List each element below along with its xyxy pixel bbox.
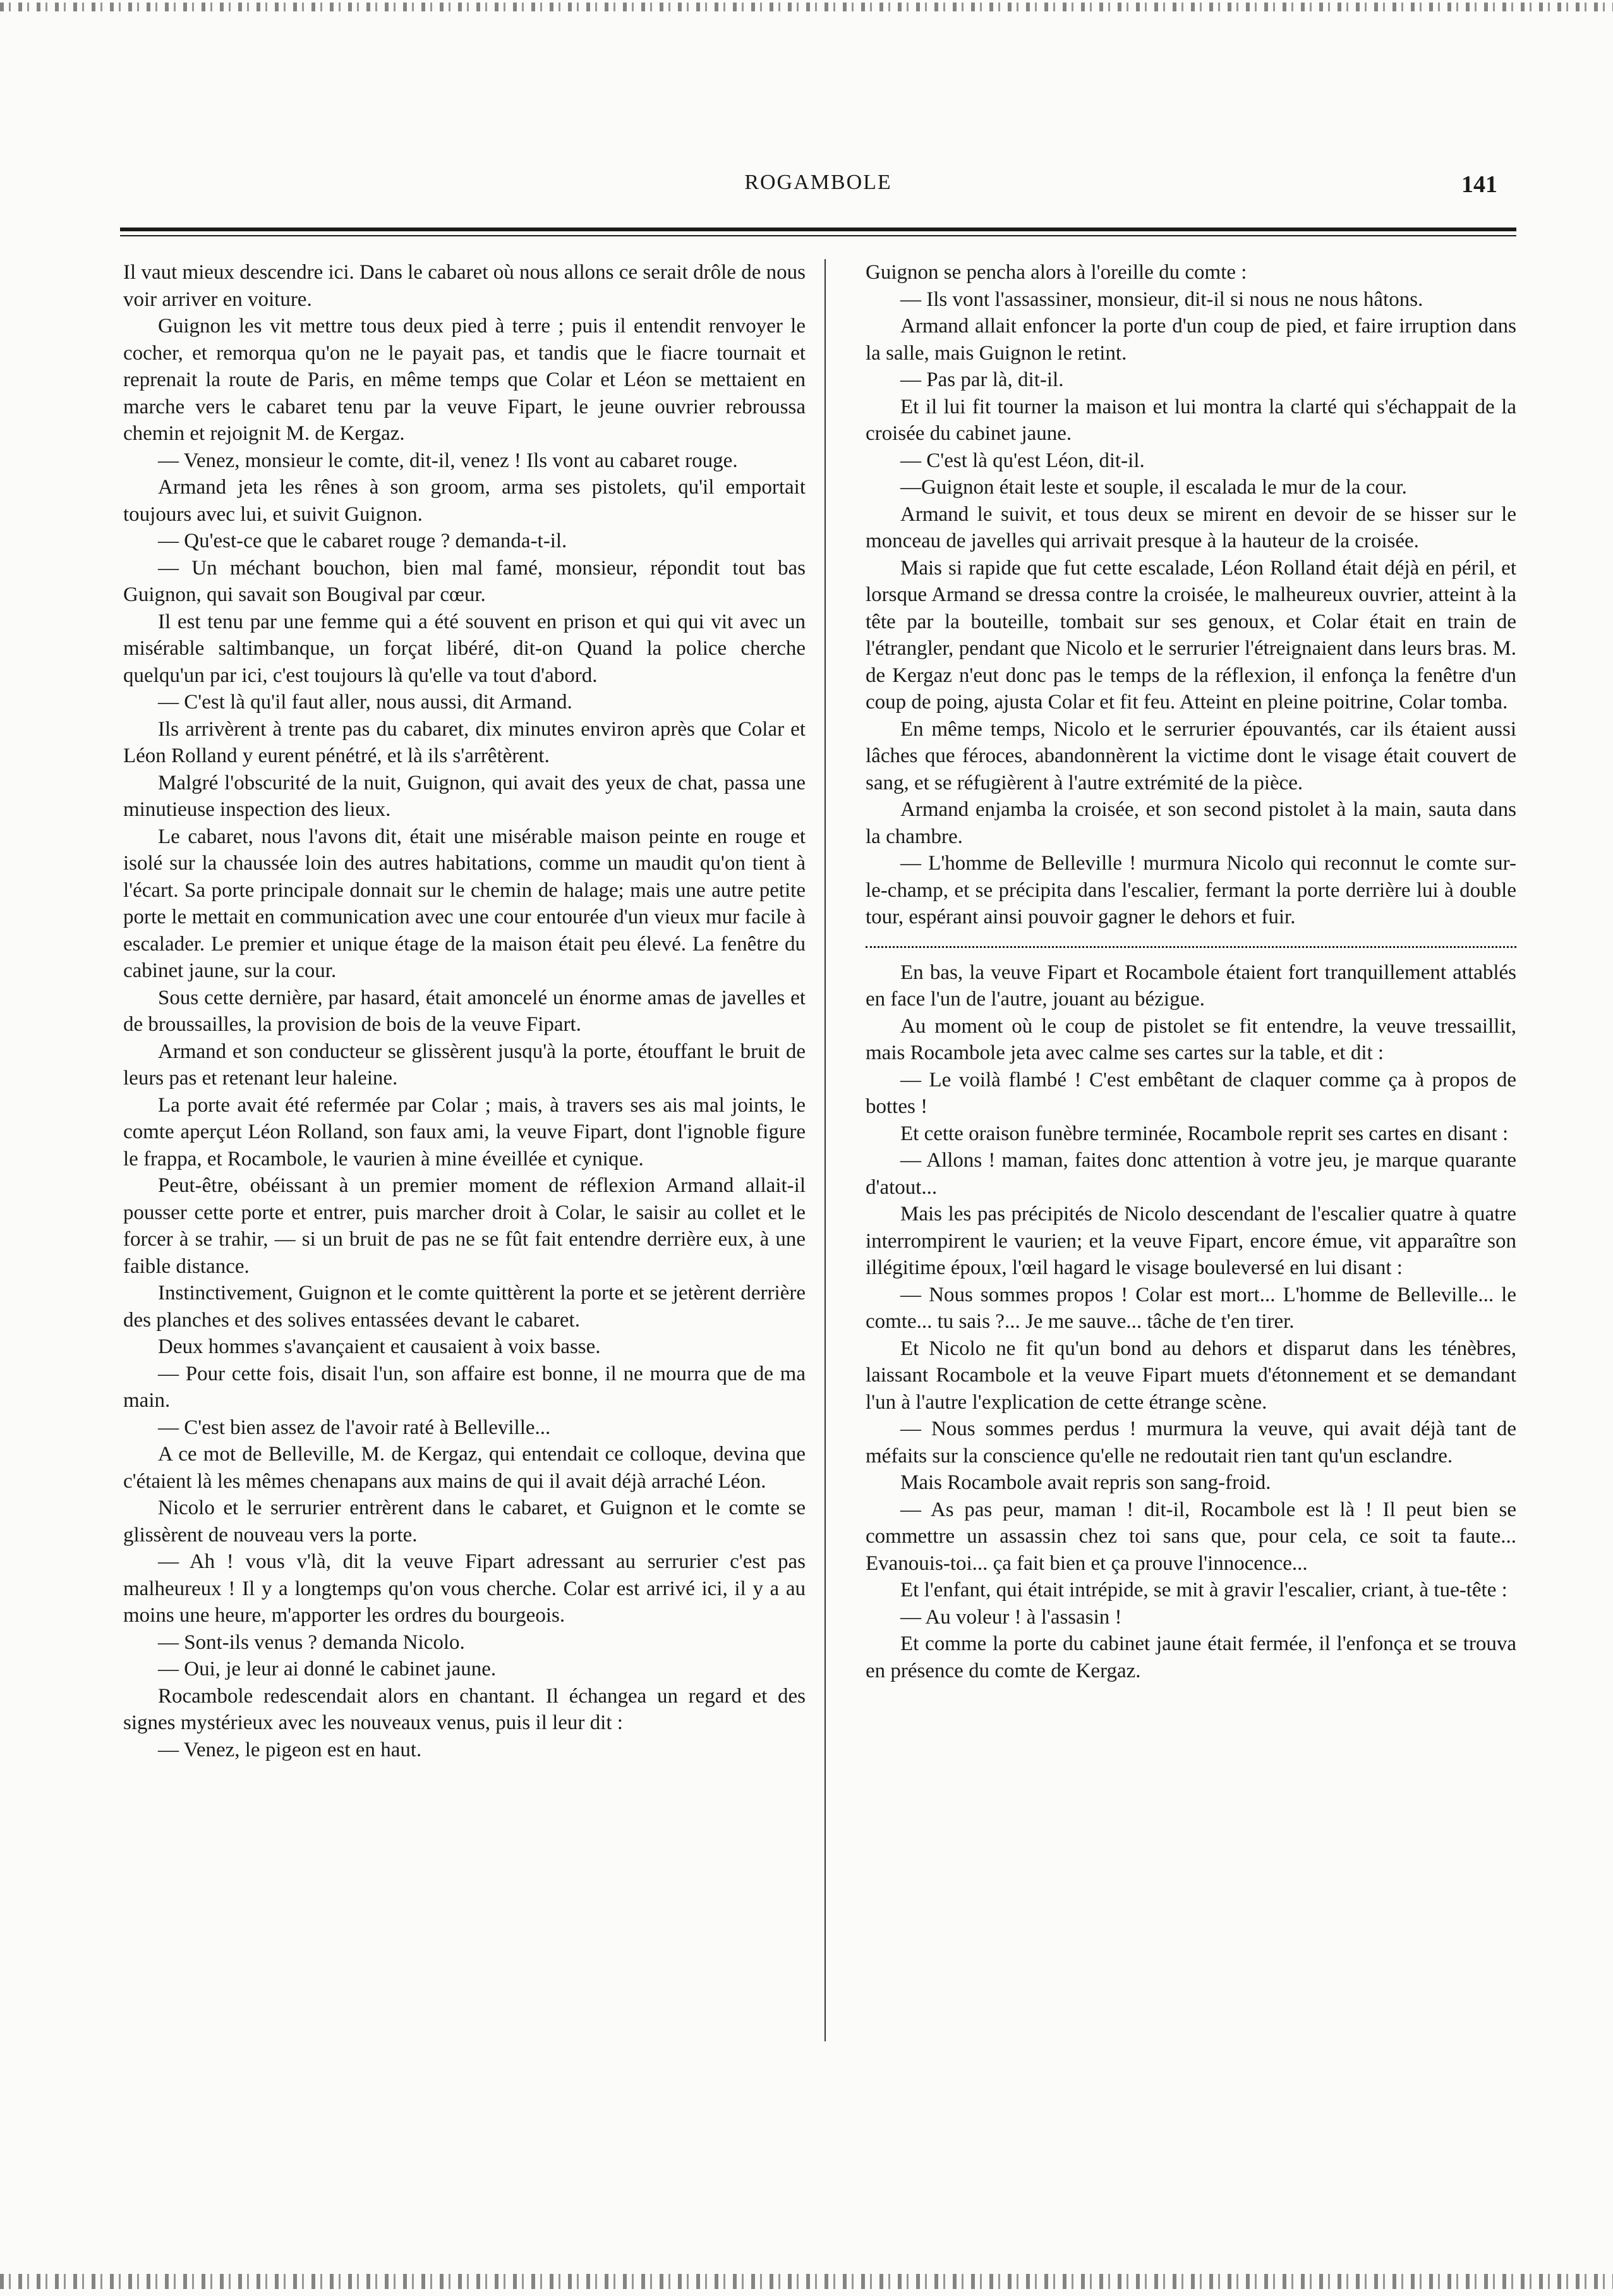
paragraph: Armand jeta les rênes à son groom, arma ses pistolets, qu'il emportait toujours avec lui, et suivit Guignon. bbox=[123, 476, 806, 526]
paragraph: — Ils vont l'assassiner, monsieur, dit-il si nous ne nous hâtons. bbox=[900, 288, 1423, 311]
paragraph: Instinctivement, Guignon et le comte quittèrent la porte et se jetèrent derrière des planches et des solives entassées devant le cabaret. bbox=[123, 1282, 806, 1332]
paragraph: — Pour cette fois, disait l'un, son affaire est bonne, il ne mourra que de ma main. bbox=[123, 1362, 806, 1412]
paragraph: — Oui, je leur ai donné le cabinet jaune. bbox=[158, 1658, 497, 1680]
paragraph: — Un méchant bouchon, bien mal famé, monsieur, répondit tout bas Guignon, qui savait son Bougival par cœur. bbox=[123, 556, 806, 606]
paragraph: Mais si rapide que fut cette escalade, Léon Rolland était déjà en péril, et lorsque Armand se dressa contre la croisée, le malheureux ouvrier, atteint à la tête par la bouteille, tombait sur ses genoux, et Colar était en train de l'étrangler, pendant que Nicolo et le serrurier l'étreignaient dans leurs bras. M. de Kergaz n'eut donc pas le temps de la réflexion, il enfonça la fenêtre d'un coup de poing, ajusta Colar et fit feu. Atteint en pleine poitrine, Colar tomba. bbox=[866, 556, 1516, 714]
paragraph: Armand enjamba la croisée, et son second pistolet à la main, sauta dans la chambre. bbox=[866, 798, 1516, 848]
section-separator-dots bbox=[866, 940, 1516, 948]
paragraph: Mais les pas précipités de Nicolo descendant de l'escalier quatre à quatre interrompirent le vaurien; et la veuve Fipart, encore émue, vit apparaître son illégitime époux, l'œil hagard le visage bouleversé en lui disant : bbox=[866, 1203, 1516, 1279]
paragraph: Et Nicolo ne fit qu'un bond au dehors et disparut dans les ténèbres, laissant Rocambole et la veuve Fipart muets d'étonnement et se demandant l'un à l'autre l'explication de cette étrange scène. bbox=[866, 1337, 1516, 1414]
right-column bbox=[866, 259, 1516, 1684]
paragraph: Mais Rocambole avait repris son sang-froid. bbox=[900, 1471, 1271, 1494]
paragraph: Armand le suivit, et tous deux se mirent en devoir de se hisser sur le monceau de javelles qui arrivait presque à la hauteur de la croisée. bbox=[866, 502, 1516, 552]
scan-noise-bottom bbox=[0, 2274, 1613, 2289]
paragraph: Guignon les vit mettre tous deux pied à terre ; puis il entendit renvoyer le cocher, et remorqua qu'on ne le payait pas, et tandis que le fiacre tournait et reprenait la route de Paris, en même temps que Colar et Léon se mettaient en marche vers le cabaret tenu par la veuve Fipart, le jeune ouvrier rebroussa chemin et rejoignit M. de Kergaz. bbox=[123, 315, 806, 445]
paragraph: — Nous sommes propos ! Colar est mort... L'homme de Belleville... le comte... tu sais ?... Je me sauve... tâche de t'en tirer. bbox=[866, 1283, 1516, 1333]
header-rule bbox=[120, 228, 1516, 231]
paragraph: En bas, la veuve Fipart et Rocambole étaient fort tranquillement attablés en face l'un de l'autre, jouant au bézigue. bbox=[866, 961, 1516, 1011]
paragraph: — Ah ! vous v'là, dit la veuve Fipart adressant au serrurier c'est pas malheureux ! Il y a longtemps qu'on vous cherche. Colar est arrivé ici, il y a au moins une heure, m'apporter les ordres du bourgeois. bbox=[123, 1550, 806, 1627]
paragraph: Au moment où le coup de pistolet se fit entendre, la veuve tressaillit, mais Rocambole jeta avec calme ses cartes sur la table, et dit : bbox=[866, 1014, 1516, 1064]
paragraph: Et il lui fit tourner la maison et lui montra la clarté qui s'échappait de la croisée du cabinet jaune. bbox=[866, 395, 1516, 445]
paragraph: Rocambole redescendait alors en chantant. Il échangea un regard et des signes mystérieux avec les nouveaux venus, puis il leur dit : bbox=[123, 1684, 806, 1734]
paragraph: Deux hommes s'avançaient et causaient à voix basse. bbox=[158, 1335, 601, 1358]
paragraph: — C'est là qu'il faut aller, nous aussi, dit Armand. bbox=[158, 691, 572, 714]
paragraph: — Pas par là, dit-il. bbox=[900, 368, 1064, 391]
running-head: ROGAMBOLE bbox=[744, 171, 892, 194]
paragraph: — C'est bien assez de l'avoir raté à Belleville... bbox=[158, 1416, 551, 1439]
paragraph: — As pas peur, maman ! dit-il, Rocambole est là ! Il peut bien se commettre un assassin chez toi sans que, pour cela, ce soit ta faute... Evanouis-toi... ça fait bien et ça prouve l'innocence... bbox=[866, 1498, 1516, 1575]
paragraph: Armand et son conducteur se glissèrent jusqu'à la porte, étouffant le bruit de leurs pas et retenant leur haleine. bbox=[123, 1040, 806, 1090]
page-number: 141 bbox=[1461, 171, 1497, 198]
column-divider bbox=[825, 259, 826, 2041]
paragraph: — Qu'est-ce que le cabaret rouge ? demanda-t-il. bbox=[158, 530, 567, 552]
paragraph: Il vaut mieux descendre ici. Dans le cabaret où nous allons ce serait drôle de nous voir arriver en voiture. bbox=[123, 261, 806, 311]
paragraph: Et cette oraison funèbre terminée, Rocambole reprit ses cartes en disant : bbox=[900, 1122, 1509, 1145]
paragraph: — Allons ! maman, faites donc attention à votre jeu, je marque quarante d'atout... bbox=[866, 1149, 1516, 1199]
paragraph: En même temps, Nicolo et le serrurier épouvantés, car ils étaient aussi lâches que féroces, abandonnèrent la victime dont le visage était couvert de sang, et se réfugièrent à l'autre extrémité de la pièce. bbox=[866, 717, 1516, 794]
paragraph: Malgré l'obscurité de la nuit, Guignon, qui avait des yeux de chat, passa une minutieuse inspection des lieux. bbox=[123, 771, 806, 821]
paragraph: — Au voleur ! à l'assasin ! bbox=[900, 1605, 1122, 1629]
paragraph: — C'est là qu'est Léon, dit-il. bbox=[900, 449, 1145, 472]
scan-noise-top bbox=[0, 3, 1613, 11]
paragraph: — Sont-ils venus ? demanda Nicolo. bbox=[158, 1631, 465, 1654]
paragraph: Peut-être, obéissant à un premier moment de réflexion Armand allait-il pousser cette porte et entrer, puis marcher droit à Colar, le saisir au collet et le forcer à se trahir, — si un bruit de pas ne se fût fait entendre derrière eux, à une faible distance. bbox=[123, 1174, 806, 1278]
paragraph: La porte avait été refermée par Colar ; mais, à travers ses ais mal joints, le comte aperçut Léon Rolland, son faux ami, la veuve Fipart, dont l'ignoble figure le frappa, et Rocambole, le vaurien à mine éveillée et cynique. bbox=[123, 1093, 806, 1170]
paragraph: Et comme la porte du cabinet jaune était fermée, il l'enfonça et se trouva en présence du comte de Kergaz. bbox=[866, 1632, 1516, 1682]
paragraph: —Guignon était leste et souple, il escalada le mur de la cour. bbox=[900, 476, 1407, 499]
paragraph: Ils arrivèrent à trente pas du cabaret, dix minutes environ après que Colar et Léon Rolland y eurent pénétré, et là ils s'arrêtèrent. bbox=[123, 717, 806, 767]
paragraph: A ce mot de Belleville, M. de Kergaz, qui entendait ce colloque, devina que c'étaient là les mêmes chenapans aux mains de qui il avait déjà arraché Léon. bbox=[123, 1443, 806, 1493]
header-rule-thin bbox=[120, 235, 1516, 236]
paragraph: Le cabaret, nous l'avons dit, était une misérable maison peinte en rouge et isolé sur la chaussée loin des autres habitations, comme un maudit qu'on tient à l'écart. Sa porte principale donnait sur le chemin de halage; mais une autre petite porte le mettait en communication avec une cour entourée d'un vieux mur facile à escalader. Le premier et unique étage de la maison était peu élevé. La fenêtre du cabinet jaune, sur la cour. bbox=[123, 825, 806, 982]
paragraph: — Venez, monsieur le comte, dit-il, venez ! Ils vont au cabaret rouge. bbox=[158, 449, 738, 472]
paragraph: Et l'enfant, qui était intrépide, se mit à gravir l'escalier, criant, à tue-tête : bbox=[900, 1579, 1507, 1601]
page-header bbox=[120, 166, 1516, 203]
paragraph: — Venez, le pigeon est en haut. bbox=[158, 1738, 422, 1761]
left-column bbox=[123, 259, 806, 1763]
paragraph: Sous cette dernière, par hasard, était amoncelé un énorme amas de javelles et de broussailles, la provision de bois de la veuve Fipart. bbox=[123, 986, 806, 1036]
paragraph: — Nous sommes perdus ! murmura la veuve, qui avait déjà tant de méfaits sur la conscience qu'elle ne redoutait rien tant qu'un esclandre. bbox=[866, 1418, 1516, 1467]
paragraph: — L'homme de Belleville ! murmura Nicolo qui reconnut le comte sur-le-champ, et se précipita dans l'escalier, fermant la porte derrière lui à double tour, espérant ainsi pouvoir gagner le dehors et fuir. bbox=[866, 852, 1516, 928]
paragraph: Guignon se pencha alors à l'oreille du comte : bbox=[866, 261, 1247, 284]
paragraph: Il est tenu par une femme qui a été souvent en prison et qui qui vit avec un misérable saltimbanque, un forçat libéré, dit-on Quand la police cherche quelqu'un par ici, c'est toujours là qu'elle va tout d'abord. bbox=[123, 610, 806, 687]
paragraph: Armand allait enfoncer la porte d'un coup de pied, et faire irruption dans la salle, mais Guignon le retint. bbox=[866, 315, 1516, 365]
paragraph: — Le voilà flambé ! C'est embêtant de claquer comme ça à propos de bottes ! bbox=[866, 1068, 1516, 1118]
paragraph: Nicolo et le serrurier entrèrent dans le cabaret, et Guignon et le comte se glissèrent de nouveau vers la porte. bbox=[123, 1497, 806, 1546]
